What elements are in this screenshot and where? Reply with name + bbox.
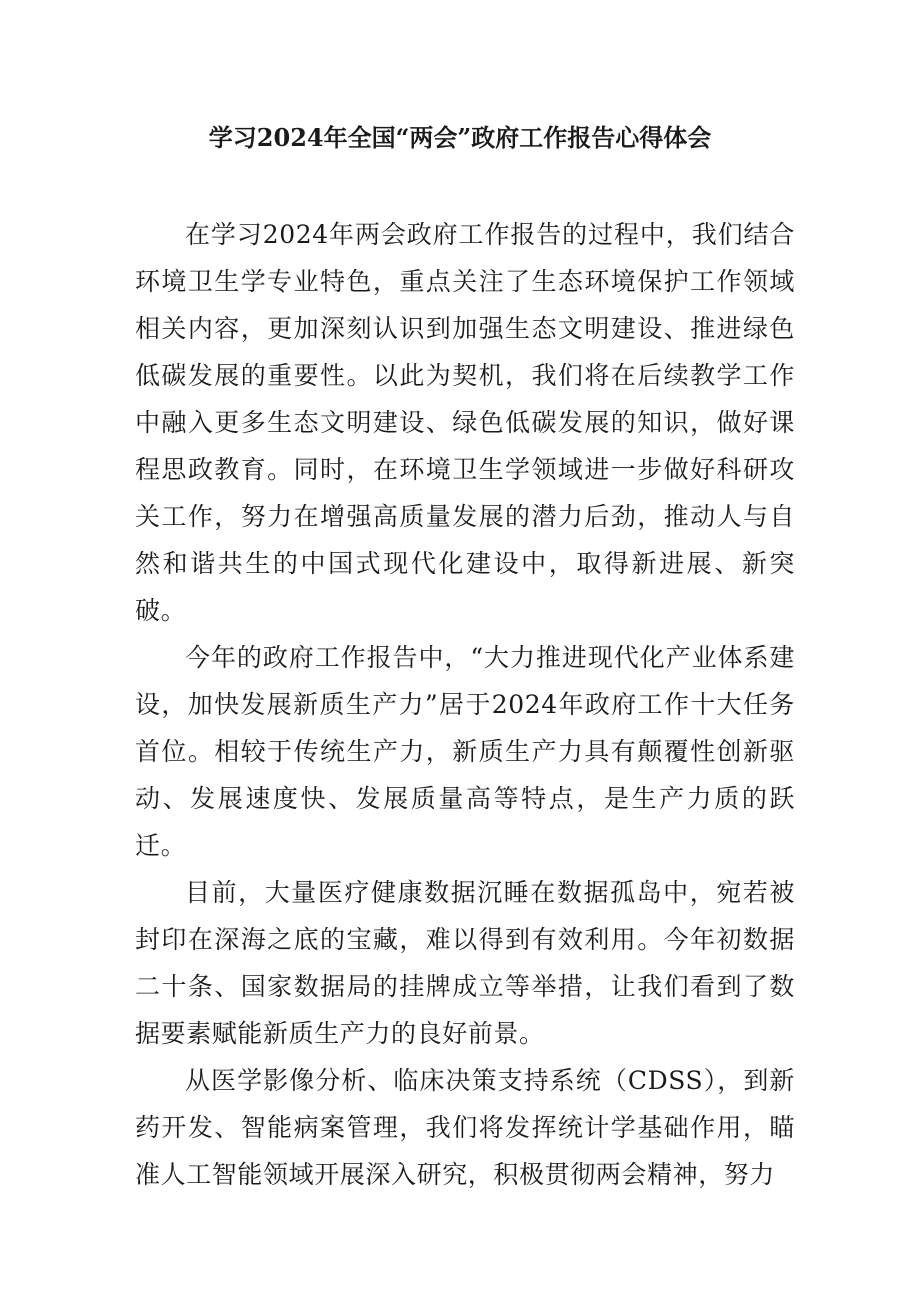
document-title: 学习2024年全国“两会”政府工作报告心得体会 — [208, 123, 712, 152]
paragraph-2: 今年的政府工作报告中，“大力推进现代化产业体系建设，加快发展新质生产力”居于2024年政府工作十大任务首位。相较于传统生产力，新质生产力具有颠覆性创新驱动、发展速度快、发展质量高等特点，是生产力质的跃迁。 — [135, 643, 795, 860]
paragraph-4: 从医学影像分析、临床决策支持系统（CDSS），到新药开发、智能病案管理，我们将发挥统计学基础作用，瞄准人工智能领域开展深入研究，积极贯彻两会精神，努力 — [135, 1066, 795, 1189]
document-body — [135, 211, 795, 1198]
paragraph-1: 在学习2024年两会政府工作报告的过程中，我们结合环境卫生学专业特色，重点关注了生态环境保护工作领域相关内容，更加深刻认识到加强生态文明建设、推进绿色低碳发展的重要性。以此为契机，我们将在后续教学工作中融入更多生态文明建设、绿色低碳发展的知识，做好课程思政教育。同时，在环境卫生学领域进一步做好科研攻关工作，努力在增强高质量发展的潜力后劲，推动人与自然和谐共生的中国式现代化建设中，取得新进展、新突破。 — [135, 220, 795, 625]
paragraph-3: 目前，大量医疗健康数据沉睡在数据孤岛中，宛若被封印在深海之底的宝藏，难以得到有效利用。今年初数据二十条、国家数据局的挂牌成立等举措，让我们看到了数据要素赋能新质生产力的良好前景。 — [135, 878, 795, 1048]
